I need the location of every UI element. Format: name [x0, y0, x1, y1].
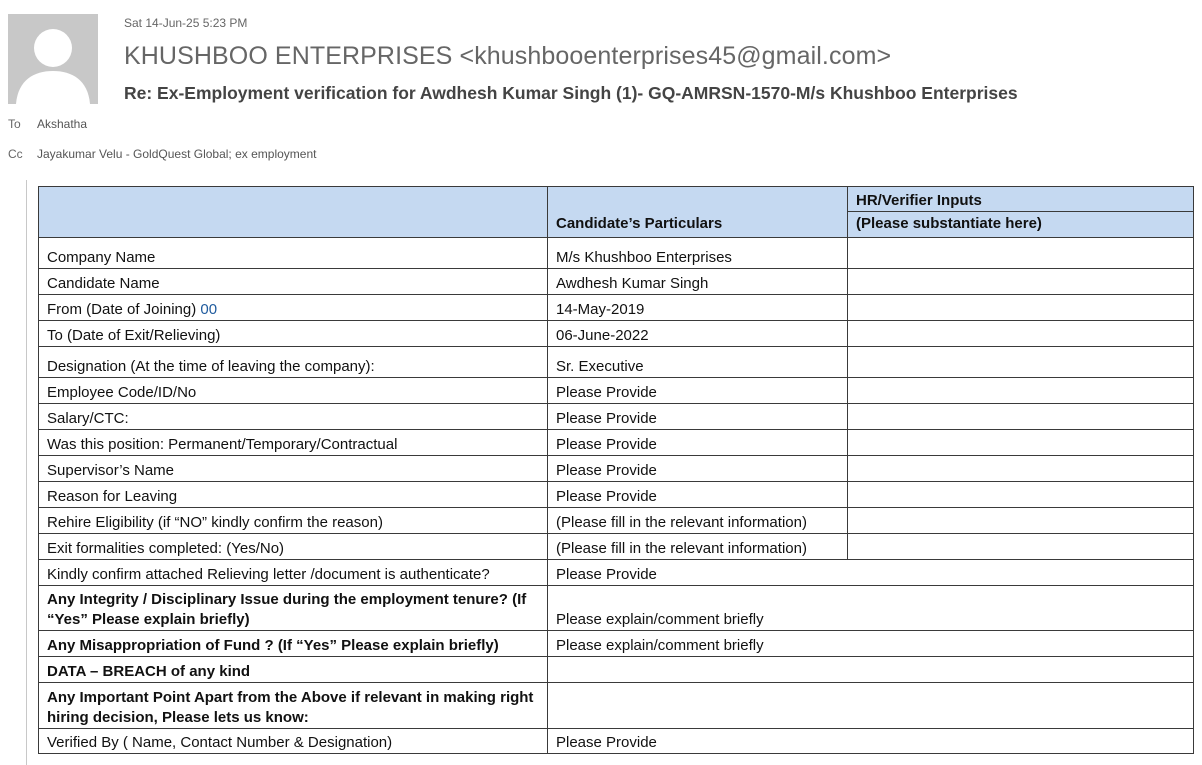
row-value: Please Provide [548, 378, 848, 404]
row-label [39, 295, 548, 321]
table-row [39, 295, 1194, 321]
row-value: M/s Khushboo Enterprises [548, 238, 848, 269]
row-label [39, 683, 548, 729]
row-value: Please Provide [548, 482, 848, 508]
row-label: Supervisor’s Name [39, 456, 548, 482]
row-label: Kindly confirm attached Relieving letter /document is authenticate? [39, 560, 548, 586]
row-label [39, 586, 548, 631]
quote-bar [26, 180, 27, 765]
row-value: (Please fill in the relevant information) [548, 508, 848, 534]
table-row [39, 508, 1194, 534]
to-label: To [8, 117, 21, 131]
row-input-cell[interactable] [848, 482, 1194, 508]
row-input-cell[interactable] [848, 534, 1194, 560]
row-input-cell[interactable] [848, 430, 1194, 456]
row-value: Please Provide [548, 560, 1194, 586]
table-row [39, 404, 1194, 430]
row-label: Rehire Eligibility (if “NO” kindly confirm the reason) [39, 508, 548, 534]
row-input-cell[interactable] [848, 238, 1194, 269]
row-input-cell[interactable] [848, 321, 1194, 347]
table-row [39, 586, 1194, 631]
header-substantiate: (Please substantiate here) [848, 212, 1194, 238]
table-row [39, 430, 1194, 456]
row-input-cell[interactable] [848, 404, 1194, 430]
sent-date: Sat 14-Jun-25 5:23 PM [124, 16, 248, 30]
row-value [548, 657, 1194, 683]
header-blank-cell [39, 187, 548, 238]
row-value: Awdhesh Kumar Singh [548, 269, 848, 295]
row-value: Please Provide [548, 404, 848, 430]
cc-label: Cc [8, 147, 23, 161]
table-row [39, 560, 1194, 586]
row-value: 06-June-2022 [548, 321, 848, 347]
header-candidate-particulars: Candidate’s Particulars [548, 187, 848, 238]
row-label: Reason for Leaving [39, 482, 548, 508]
table-row [39, 482, 1194, 508]
integrity-label-line1: Any Integrity / Disciplinary Issue during the employment tenure? (If [47, 591, 527, 608]
table-row [39, 631, 1194, 657]
from-date-label: From (Date of Joining) [47, 301, 197, 318]
sender[interactable]: KHUSHBOO ENTERPRISES <khushbooenterprises45@gmail.com> [124, 42, 892, 70]
person-silhouette-icon [8, 14, 98, 104]
to-recipient[interactable]: Akshatha [37, 117, 88, 131]
row-label: Exit formalities completed: (Yes/No) [39, 534, 548, 560]
row-label: Candidate Name [39, 269, 548, 295]
row-input-cell[interactable] [848, 456, 1194, 482]
table-header-row [39, 187, 1194, 212]
row-input-cell[interactable] [848, 295, 1194, 321]
table-row [39, 534, 1194, 560]
verification-table [38, 186, 1194, 754]
integrity-label-line2: “Yes” Please explain briefly) [47, 611, 250, 628]
row-label: Designation (At the time of leaving the company): [39, 347, 548, 378]
email-subject: Re: Ex-Employment verification for Awdhesh Kumar Singh (1)- GQ-AMRSN-1570-M/s Khushboo Enterprises [124, 83, 1018, 103]
row-value: Please Provide [548, 456, 848, 482]
row-label: Salary/CTC: [39, 404, 548, 430]
row-value: 14-May-2019 [548, 295, 848, 321]
row-label: To (Date of Exit/Relieving) [39, 321, 548, 347]
row-value: (Please fill in the relevant information) [548, 534, 848, 560]
row-label: Employee Code/ID/No [39, 378, 548, 404]
row-label: Verified By ( Name, Contact Number & Designation) [39, 729, 548, 754]
row-label: DATA – BREACH of any kind [39, 657, 548, 683]
table-row [39, 238, 1194, 269]
table-row [39, 729, 1194, 754]
row-input-cell[interactable] [848, 347, 1194, 378]
table-row [39, 321, 1194, 347]
table-row [39, 657, 1194, 683]
table-row [39, 378, 1194, 404]
table-row [39, 269, 1194, 295]
table-row [39, 683, 1194, 729]
table-row [39, 347, 1194, 378]
row-value: Sr. Executive [548, 347, 848, 378]
row-label: Was this position: Permanent/Temporary/Contractual [39, 430, 548, 456]
header-hr-verifier-inputs: HR/Verifier Inputs [848, 187, 1194, 212]
row-value: Please Provide [548, 430, 848, 456]
row-input-cell[interactable] [848, 269, 1194, 295]
from-date-suffix: 00 [200, 301, 218, 318]
row-label: Any Misappropriation of Fund ? (If “Yes” Please explain briefly) [39, 631, 548, 657]
table-row [39, 456, 1194, 482]
cc-recipients[interactable]: Jayakumar Velu - GoldQuest Global; ex employment [37, 147, 317, 161]
important-point-label-line1: Any Important Point Apart from the Above if relevant in making right [47, 689, 534, 706]
row-input-cell[interactable] [848, 508, 1194, 534]
row-value: Please explain/comment briefly [548, 631, 1194, 657]
row-input-cell[interactable] [848, 378, 1194, 404]
row-value: Please Provide [548, 729, 1194, 754]
row-value [548, 683, 1194, 729]
important-point-label-line2: hiring decision, Please lets us know: [47, 709, 309, 726]
avatar [8, 14, 98, 104]
row-value: Please explain/comment briefly [548, 586, 1194, 631]
row-label: Company Name [39, 238, 548, 269]
